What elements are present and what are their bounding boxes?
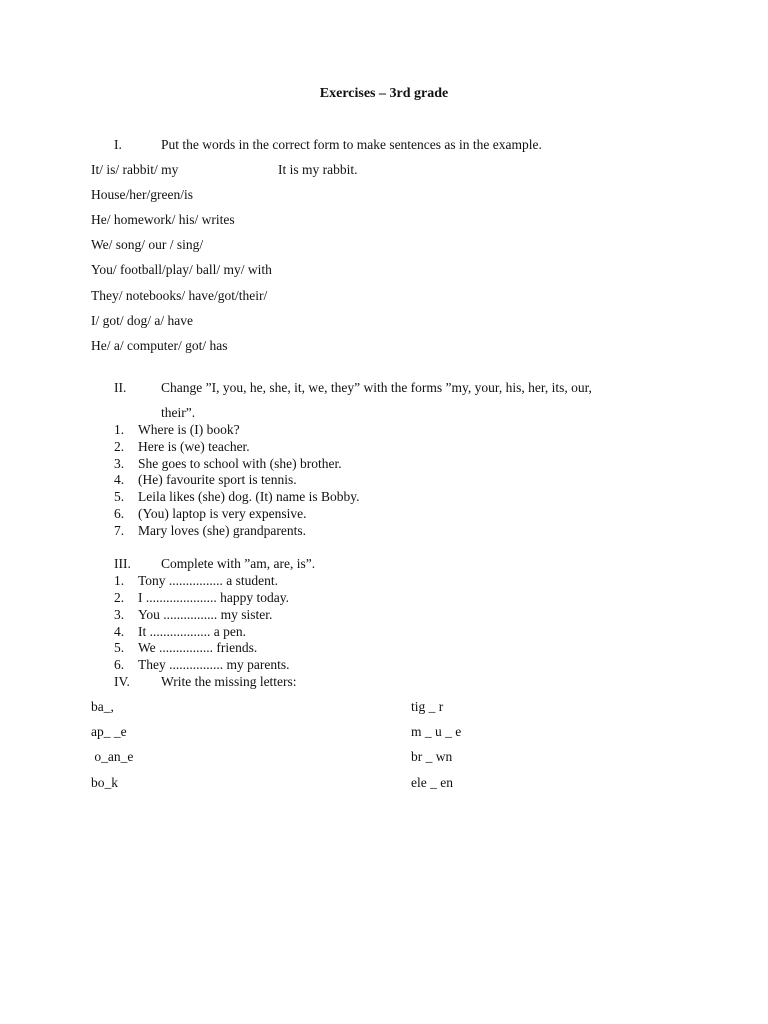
exercise-line: I/ got/ dog/ a/ have: [91, 313, 193, 328]
section-2-instruction: Change ”I, you, he, she, it, we, they” with the forms ”my, your, his, her, its, our,: [161, 380, 592, 395]
section-2-numeral: II.: [114, 380, 127, 395]
list-item: They ................ my parents.: [138, 657, 290, 672]
missing-letters-word: br _ wn: [411, 749, 453, 764]
list-number: 1.: [114, 573, 125, 588]
exercise-line: You/ football/play/ ball/ my/ with: [91, 262, 272, 277]
list-item: It .................. a pen.: [138, 624, 246, 639]
list-number: 2.: [114, 590, 125, 605]
section-3-numeral: III.: [114, 556, 131, 571]
missing-letters-word: ele _ en: [411, 775, 453, 790]
list-item: Mary loves (she) grandparents.: [138, 523, 306, 538]
list-number: 2.: [114, 439, 125, 454]
list-item: Leila likes (she) dog. (It) name is Bobby.: [138, 489, 360, 504]
list-number: 4.: [114, 624, 125, 639]
missing-letters-word: m _ u _ e: [411, 724, 462, 739]
list-number: 3.: [114, 607, 125, 622]
exercise-line: He/ a/ computer/ got/ has: [91, 338, 228, 353]
example-answer: It is my rabbit.: [278, 162, 358, 177]
missing-letters-word: ba_,: [91, 699, 114, 714]
list-item: Tony ................ a student.: [138, 573, 279, 588]
missing-letters-word: bo_k: [91, 775, 118, 790]
list-item: You ................ my sister.: [138, 607, 273, 622]
list-number: 3.: [114, 456, 125, 471]
missing-letters-word: o_an_e: [91, 749, 134, 764]
list-item: We ................ friends.: [138, 640, 258, 655]
section-4-instruction: Write the missing letters:: [161, 674, 297, 689]
example-prompt: It/ is/ rabbit/ my: [91, 162, 179, 177]
section-1-instruction: Put the words in the correct form to make sentences as in the example.: [161, 137, 542, 152]
list-item: (He) favourite sport is tennis.: [138, 472, 297, 487]
page-title: Exercises – 3rd grade: [319, 86, 449, 101]
list-item: Where is (I) book?: [138, 422, 240, 437]
missing-letters-word: tig _ r: [411, 699, 444, 714]
section-1-numeral: I.: [114, 137, 122, 152]
list-item: (You) laptop is very expensive.: [138, 506, 307, 521]
section-2-instruction-cont: their”.: [161, 405, 196, 420]
exercise-line: We/ song/ our / sing/: [91, 237, 204, 252]
list-number: 4.: [114, 472, 125, 487]
exercise-line: He/ homework/ his/ writes: [91, 212, 235, 227]
list-item: Here is (we) teacher.: [138, 439, 250, 454]
list-item: She goes to school with (she) brother.: [138, 456, 342, 471]
exercise-line: They/ notebooks/ have/got/their/: [91, 288, 268, 303]
list-item: I ..................... happy today.: [138, 590, 289, 605]
list-number: 1.: [114, 422, 125, 437]
list-number: 5.: [114, 640, 125, 655]
section-4-numeral: IV.: [114, 674, 130, 689]
missing-letters-word: ap_ _e: [91, 724, 127, 739]
list-number: 6.: [114, 506, 125, 521]
list-number: 7.: [114, 523, 125, 538]
exercise-line: House/her/green/is: [91, 187, 193, 202]
section-3-instruction: Complete with ”am, are, is”.: [161, 556, 316, 571]
list-number: 6.: [114, 657, 125, 672]
list-number: 5.: [114, 489, 125, 504]
